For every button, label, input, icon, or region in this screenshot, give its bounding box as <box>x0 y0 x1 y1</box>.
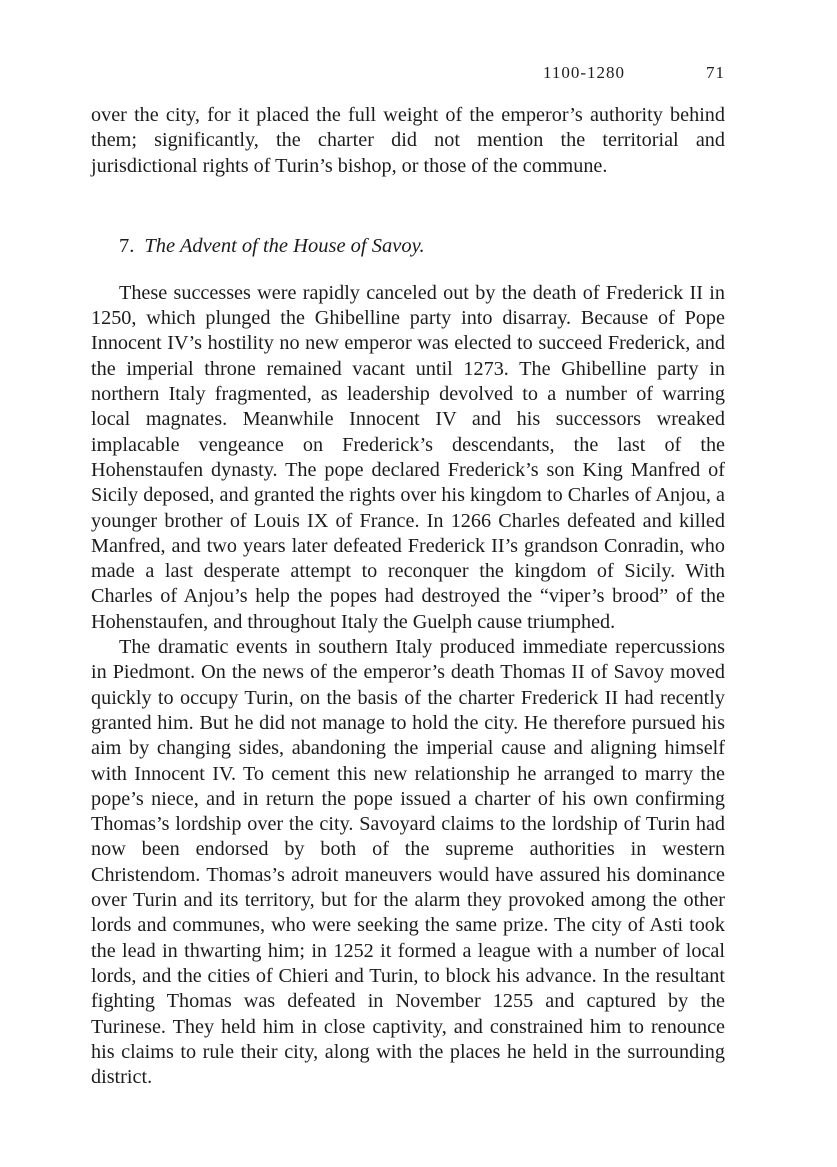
page-body <box>91 103 725 1090</box>
running-head <box>91 63 725 85</box>
page-number: 71 <box>706 63 725 82</box>
body-paragraph: The dramatic events in southern Italy produced immediate repercussions in Piedmont. On the news of the emperor’s death Thomas II of Savoy moved quickly to occupy Turin, on the basis of the charter Frederick II had recently granted him. But he did not manage to hold the city. He therefore pursued his aim by changing sides, abandoning the imperial cause and aligning himself with Innocent IV. To cement this new relationship he arranged to marry the pope’s niece, and in return the pope issued a charter of his own confirming Thomas’s lordship over the city. Savoyard claims to the lordship of Turin had now been endorsed by both of the supreme authorities in western Christendom. Thomas’s adroit maneuvers would have assured his dominance over Turin and its territory, but for the alarm they provoked among the other lords and communes, who were seeking the same prize. The city of Asti took the lead in thwarting him; in 1252 it formed a league with a number of local lords, and the cities of Chieri and Turin, to block his advance. In the resultant fighting Thomas was defeated in November 1255 and captured by the Turinese. They held him in close captivity, and constrained him to renounce his claims to rule their city, along with the places he held in the surrounding district. <box>91 636 725 1089</box>
section-heading <box>119 231 725 261</box>
body-paragraph: These successes were rapidly canceled out by the death of Frederick II in 1250, which plunged the Ghibelline party into disarray. Because of Pope Innocent IV’s hostility no new emperor was elected to succeed Frederick, and the imperial throne remained vacant until 1273. The Ghibelline party in northern Italy fragmented, as leadership devolved to a number of warring local magnates. Meanwhile Innocent IV and his successors wreaked implacable vengeance on Frederick’s descendants, the last of the Hohenstaufen dynasty. The pope declared Frederick’s son King Manfred of Sicily deposed, and granted the rights over his kingdom to Charles of Anjou, a younger brother of Louis IX of France. In 1266 Charles defeated and killed Manfred, and two years later defeated Frederick II’s grandson Conradin, who made a last desperate attempt to reconquer the kingdom of Sicily. With Charles of Anjou’s help the popes had destroyed the “viper’s brood” of the Hohenstaufen, and throughout Italy the Guelph cause triumphed. <box>91 281 725 633</box>
continued-paragraph: over the city, for it placed the full weight of the emperor’s authority behind them; significantly, the charter did not mention the territorial and jurisdictional rights of Turin’s bishop, or those of the commune. <box>91 104 725 177</box>
section-title: The Advent of the House of Savoy. <box>144 234 425 257</box>
running-head-date-range: 1100-1280 <box>543 63 626 82</box>
section-number: 7. <box>119 234 135 257</box>
